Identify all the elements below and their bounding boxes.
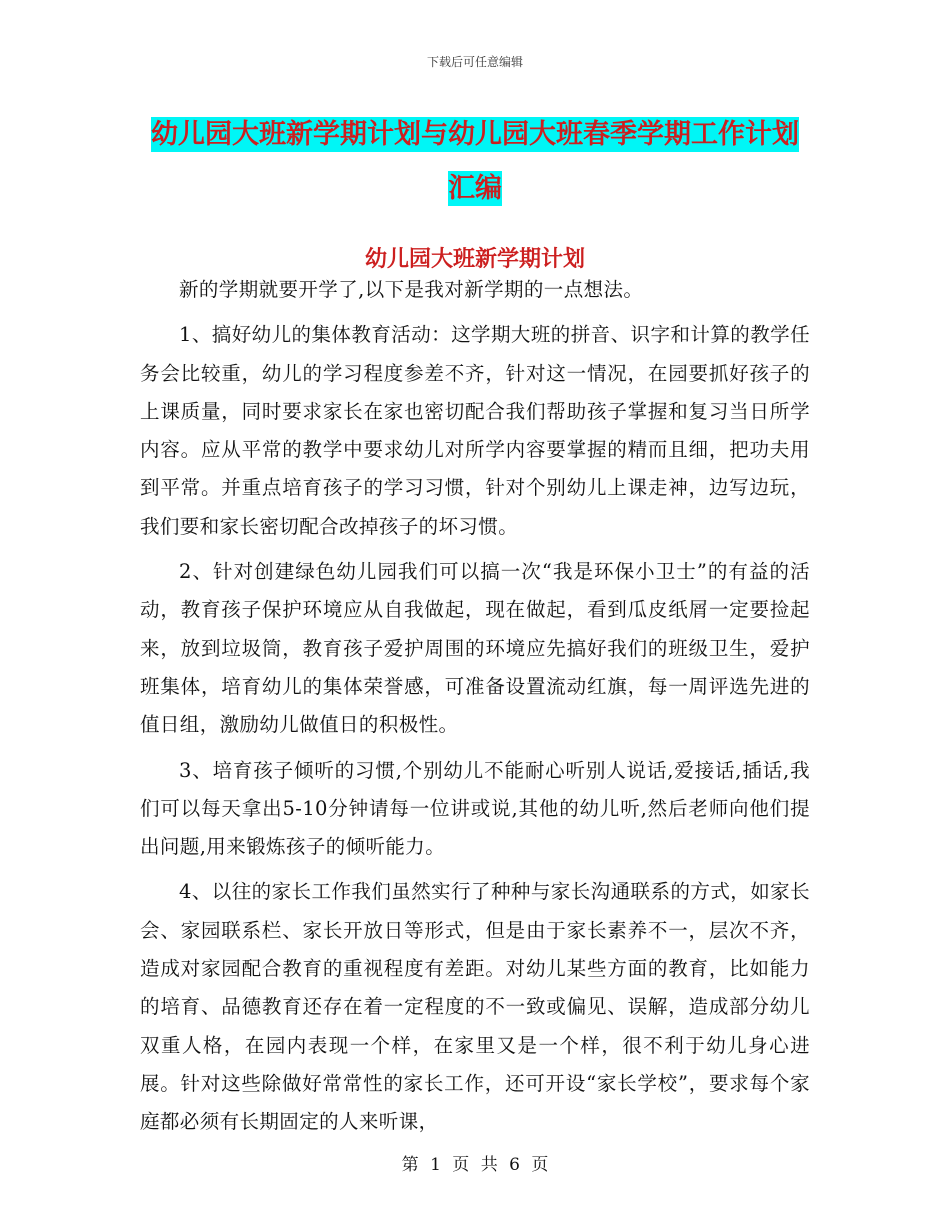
- section-title: 幼儿园大班新学期计划: [364, 246, 585, 272]
- document-title: [140, 108, 810, 216]
- paragraph-item-1: 1、搞好幼儿的集体教育活动：这学期大班的拼音、识字和计算的教学任务会比较重，幼儿的学习程度参差不齐，针对这一情况，在园要抓好孩子的上课质量，同时要求家长在家也密切配合我们帮助孩子掌握和复习当日所学内容。应从平常的教学中要求幼儿对所学内容要掌握的精而且细，把功夫用到平常。并重点培育孩子的学习习惯，针对个别幼儿上课走神，边写边玩，我们要和家长密切配合改掉孩子的坏习惯。: [140, 323, 810, 538]
- document-title-text: 幼儿园大班新学期计划与幼儿园大班春季学期工作计划汇编: [151, 119, 799, 204]
- page-header-note: 下载后可任意编辑: [426, 55, 523, 69]
- page-number-footer: 第 1 页 共 6 页: [401, 1155, 549, 1175]
- document-body: [140, 271, 810, 1149]
- paragraph-item-3: 3、培育孩子倾听的习惯,个别幼儿不能耐心听别人说话,爱接话,插话,我们可以每天拿出5-10分钟请每一位讲或说,其他的幼儿听,然后老师向他们提出问题,用来锻炼孩子的倾听能力。: [140, 758, 810, 859]
- paragraph-item-4: 4、以往的家长工作我们虽然实行了种种与家长沟通联系的方式，如家长会、家园联系栏、家长开放日等形式，但是由于家长素养不一，层次不齐，造成对家园配合教育的重视程度有差距。对幼儿某些方面的教育，比如能力的培育、品德教育还存在着一定程度的不一致或偏见、误解，造成部分幼儿双重人格，在园内表现一个样，在家里又是一个样，很不利于幼儿身心进展。针对这些除做好常常性的家长工作，还可开设“家长学校”，要求每个家庭都必须有长期固定的人来听课，: [140, 880, 810, 1134]
- paragraph-item-2: 2、针对创建绿色幼儿园我们可以搞一次“我是环保小卫士”的有益的活动，教育孩子保护环境应从自我做起，现在做起，看到瓜皮纸屑一定要捡起来，放到垃圾筒，教育孩子爱护周围的环境应先搞好我们的班级卫生，爱护班集体，培育幼儿的集体荣誉感，可准备设置流动红旗，每一周评选先进的值日组，激励幼儿做值日的积极性。: [140, 560, 810, 737]
- paragraph-intro: 新的学期就要开学了,以下是我对新学期的一点想法。: [179, 278, 644, 301]
